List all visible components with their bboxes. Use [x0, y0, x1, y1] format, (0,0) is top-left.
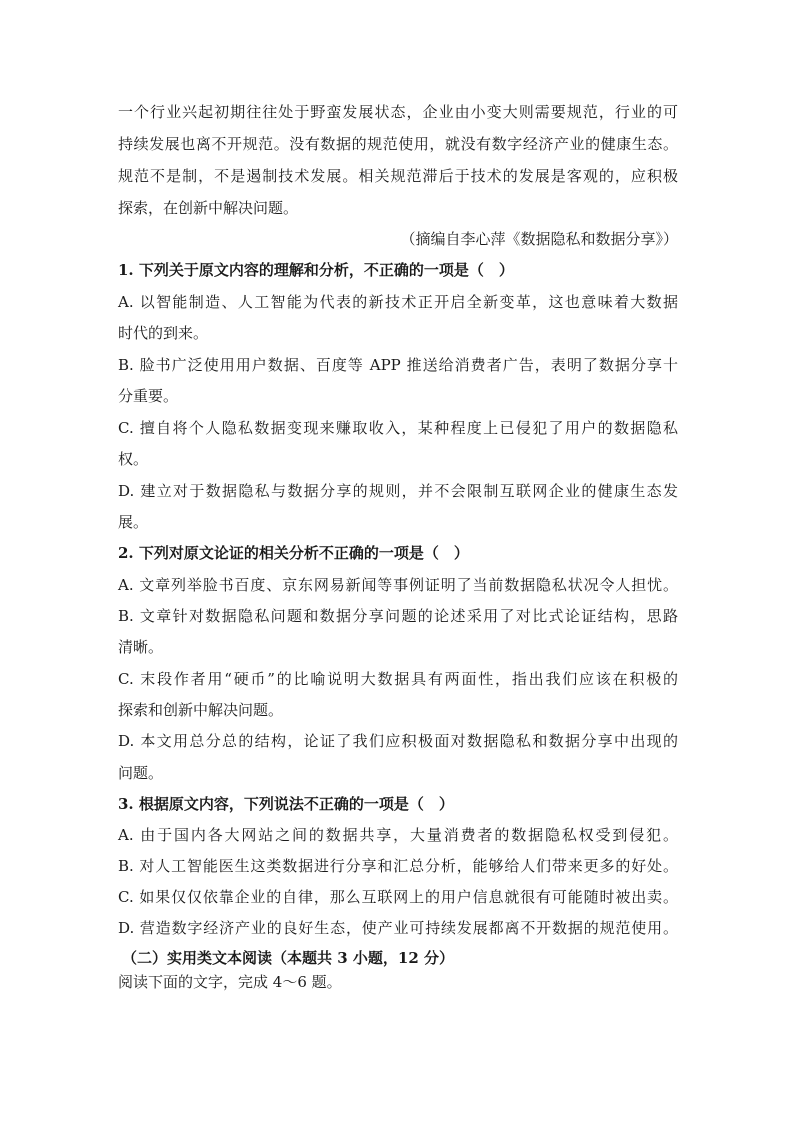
passage-line-3: 规范不是制，不是遏制技术发展。相关规范滞后于技术的发展是客观的，应积极 — [118, 167, 678, 185]
passage-line-1: 一个行业兴起初期往往处于野蛮发展状态，企业由小变大则需要规范，行业的可 — [118, 103, 678, 121]
q1-option-b: B. 脸书广泛使用用户数据、百度等 APP 推送给消费者广告，表明了数据分享十 — [118, 356, 678, 374]
q2-option-b: B. 文章针对数据隐私问题和数据分享问题的论述采用了对比式论证结构，思路 — [118, 607, 678, 625]
question-1-stem: 1. 下列关于原文内容的理解和分析，不正确的一项是（ ） — [118, 261, 514, 279]
q1-option-c: C. 擅自将个人隐私数据变现来赚取收入，某种程度上已侵犯了用户的数据隐私 — [118, 419, 678, 437]
q2-option-a: A. 文章列举脸书百度、京东网易新闻等事例证明了当前数据隐私状况令人担忧。 — [118, 576, 678, 594]
q1-option-b-cont: 分重要。 — [118, 387, 179, 405]
passage-line-2: 持续发展也离不开规范。没有数据的规范使用，就没有数字经济产业的健康生态。 — [118, 135, 678, 153]
q2-option-d: D. 本文用总分总的结构，论证了我们应积极面对数据隐私和数据分享中出现的 — [118, 732, 678, 750]
q3-option-d: D. 营造数字经济产业的良好生态，使产业可持续发展都离不开数据的规范使用。 — [118, 919, 678, 937]
q1-option-a-cont: 时代的到来。 — [118, 324, 209, 342]
q3-option-c: C. 如果仅仅依靠企业的自律，那么互联网上的用户信息就很有可能随时被出卖。 — [118, 888, 678, 906]
q3-option-b: B. 对人工智能医生这类数据进行分享和汇总分析，能够给人们带来更多的好处。 — [118, 857, 678, 875]
question-3-stem: 3. 根据原文内容，下列说法不正确的一项是（ ） — [118, 795, 454, 813]
q2-option-b-cont: 清晰。 — [118, 638, 164, 656]
q2-option-c-cont: 探索和创新中解决问题。 — [118, 701, 284, 719]
q2-option-d-cont: 问题。 — [118, 764, 164, 782]
passage-line-4: 探索，在创新中解决问题。 — [118, 199, 299, 217]
q3-option-a: A. 由于国内各大网站之间的数据共享，大量消费者的数据隐私权受到侵犯。 — [118, 826, 678, 844]
source-citation: （摘编自李心萍《数据隐私和数据分享》） — [400, 230, 678, 248]
question-2-stem: 2. 下列对原文论证的相关分析不正确的一项是（ ） — [118, 544, 469, 562]
q1-option-d-cont: 展。 — [118, 513, 149, 531]
q2-option-c: C. 末段作者用“硬币”的比喻说明大数据具有两面性，指出我们应该在积极的 — [118, 670, 678, 688]
q1-option-d: D. 建立对于数据隐私与数据分享的规则，并不会限制互联网企业的健康生态发 — [118, 482, 678, 500]
section-instruction: 阅读下面的文字，完成 4～6 题。 — [118, 973, 342, 991]
section-heading: （二）实用类文本阅读（本题共 3 小题，12 分） — [122, 949, 454, 967]
q1-option-c-cont: 权。 — [118, 450, 149, 468]
q1-option-a: A. 以智能制造、人工智能为代表的新技术正开启全新变革，这也意味着大数据 — [118, 293, 678, 311]
